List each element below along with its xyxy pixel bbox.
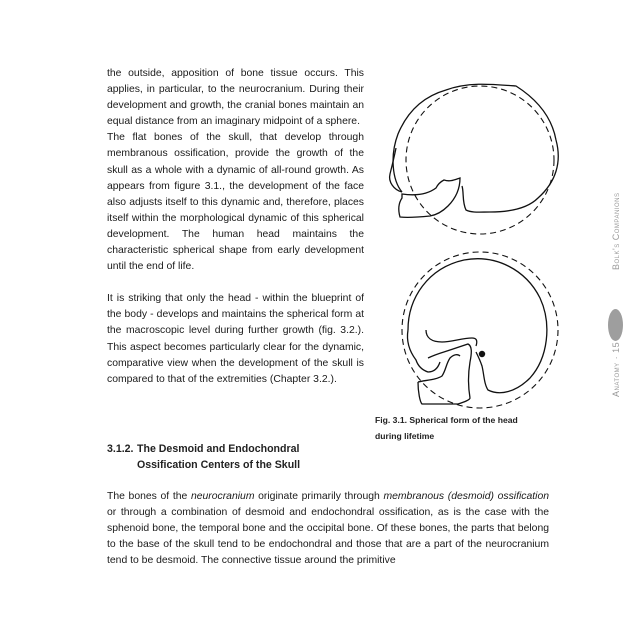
body-text <box>107 489 549 569</box>
left-text-column <box>107 66 364 388</box>
figure-caption <box>375 412 555 444</box>
caption-line: during lifetime <box>375 431 435 441</box>
side-tab-marker <box>608 309 623 341</box>
italic-term: membranous (desmoid) ossification <box>383 491 550 502</box>
skull-adult-figure <box>380 238 580 413</box>
section-heading <box>107 441 300 473</box>
section-number: 3.1.2. <box>107 443 134 455</box>
side-section-page: Anatomy · 15 <box>611 341 621 397</box>
paragraph <box>107 489 549 569</box>
paragraph: It is striking that only the head - within the blueprint of the body - develops and maintains the spherical form at the macroscopic level during further growth (fig. 3.2.). This aspect becomes particularly clear for the dynamic, comparative view when the development of the skull is compared to that of the extremities (Chapter 3.2.). <box>107 293 364 385</box>
skull-infant-figure <box>380 70 580 240</box>
caption-line: Fig. 3.1. Spherical form of the head <box>375 415 518 425</box>
section-title-line2: Ossification Centers of the Skull <box>137 459 301 471</box>
text-span: or through a combination of desmoid and endochondral ossification, as is the case with the sphenoid bone, the temporal bone and the occipital bone. Of these bones, the parts that belong to the base of the skull tend to be endochondral and those that are a part of the neurocranium tend to be desmoid. The connective tissue around the primitive <box>107 507 549 567</box>
section-title-line1: The Desmoid and Endochondral <box>137 443 300 455</box>
text-span: originate primarily through <box>254 491 384 502</box>
text-span: The bones of the <box>107 491 191 502</box>
paragraph: the outside, apposition of bone tissue occurs. This applies, in particular, to the neurocranium. During their development and growth, the cranial bones maintain an equal distance from an imaginary midpoint of a sphere. <box>107 68 364 128</box>
italic-term: neurocranium <box>190 491 255 502</box>
side-book-title: Bolk's Companions <box>611 192 621 270</box>
paragraph: The flat bones of the skull, that develop through membranous ossification, provide the growth of the skull as a whole with a dynamic of all-round growth. As appears from figure 3.1., the development of the face also adjusts itself to this dynamic and, therefore, places itself within the morphological dynamic of this spherical development. The human head maintains the characteristic spherical shape from early development until the end of life. <box>107 132 364 273</box>
